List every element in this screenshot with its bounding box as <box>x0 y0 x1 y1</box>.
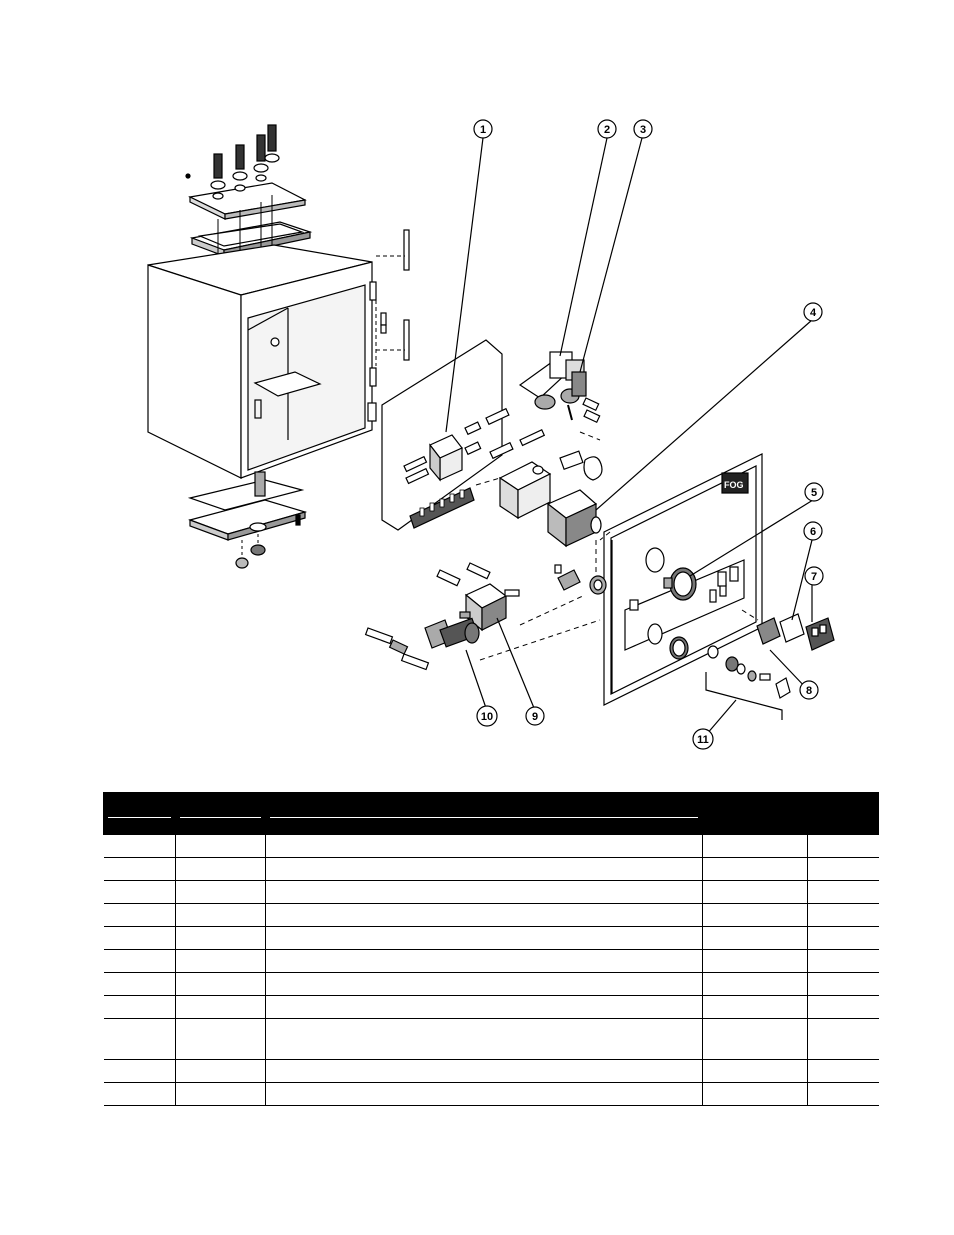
svg-text:6: 6 <box>809 526 817 538</box>
cell <box>176 973 266 996</box>
svg-text:10: 10 <box>480 711 494 723</box>
header-description <box>266 793 703 835</box>
callout-7 <box>805 567 823 585</box>
cell <box>808 881 879 904</box>
cell <box>104 1083 176 1106</box>
cell <box>266 835 703 858</box>
header-item <box>104 793 176 835</box>
callout-5 <box>805 483 823 501</box>
pressure-regulator <box>366 618 479 669</box>
cell <box>808 1019 879 1060</box>
cell <box>703 881 808 904</box>
svg-text:1: 1 <box>479 124 487 136</box>
cell <box>808 1060 879 1083</box>
cell <box>104 1060 176 1083</box>
cell <box>703 973 808 996</box>
cell <box>808 950 879 973</box>
cell <box>703 858 808 881</box>
svg-text:3: 3 <box>639 124 647 136</box>
table-row <box>104 858 879 881</box>
cell <box>266 950 703 973</box>
subheader-2 <box>808 816 879 835</box>
cell <box>703 904 808 927</box>
cell <box>176 835 266 858</box>
rocker-switches <box>757 614 834 698</box>
callout-9 <box>526 707 544 725</box>
callout-2 <box>598 120 616 138</box>
cell <box>104 835 176 858</box>
callout-1 <box>474 120 492 138</box>
cell <box>266 973 703 996</box>
bracket-hardware <box>555 565 606 594</box>
cell <box>703 950 808 973</box>
cell <box>703 835 808 858</box>
table-row <box>104 835 879 858</box>
cell <box>104 881 176 904</box>
table-row <box>104 1083 879 1106</box>
cell <box>176 950 266 973</box>
enclosure-box <box>148 245 372 478</box>
header-quantity-group <box>703 793 879 816</box>
cell <box>176 1019 266 1060</box>
cell <box>808 858 879 881</box>
table-row <box>104 996 879 1019</box>
indicator-light <box>708 646 770 681</box>
cell <box>703 1060 808 1083</box>
relay-and-timer <box>500 451 602 546</box>
cell <box>266 996 703 1019</box>
cell <box>104 1019 176 1060</box>
cell <box>703 996 808 1019</box>
cell <box>808 973 879 996</box>
cell <box>266 1019 703 1060</box>
cell <box>808 927 879 950</box>
callout-11 <box>693 729 713 749</box>
cell <box>266 927 703 950</box>
callout-6 <box>804 522 822 540</box>
bottom-gland-plate <box>190 472 305 568</box>
cell <box>808 1083 879 1106</box>
svg-text:11: 11 <box>697 734 709 746</box>
cell <box>703 1083 808 1106</box>
cell <box>266 1060 703 1083</box>
cell <box>176 881 266 904</box>
svg-text:7: 7 <box>810 571 818 583</box>
cell <box>703 927 808 950</box>
solenoid-valve-assembly <box>520 352 600 422</box>
cell <box>176 927 266 950</box>
cell <box>703 1019 808 1060</box>
cell <box>176 996 266 1019</box>
cell <box>104 858 176 881</box>
table-row <box>104 904 879 927</box>
cell <box>104 950 176 973</box>
table-row <box>104 881 879 904</box>
callout-8 <box>800 681 818 699</box>
callout-4 <box>804 303 822 321</box>
cell <box>266 1083 703 1106</box>
table-row <box>104 1019 879 1060</box>
table-row <box>104 927 879 950</box>
table-row <box>104 1060 879 1083</box>
svg-text:2: 2 <box>603 124 611 136</box>
svg-text:8: 8 <box>805 685 813 697</box>
cell <box>808 996 879 1019</box>
table-row <box>104 973 879 996</box>
svg-text:9: 9 <box>531 711 539 723</box>
cell <box>104 904 176 927</box>
cell <box>176 858 266 881</box>
cell <box>266 881 703 904</box>
subheader-1 <box>703 816 808 835</box>
cell <box>176 904 266 927</box>
table-header-row <box>104 793 879 816</box>
cell <box>808 904 879 927</box>
cell <box>176 1083 266 1106</box>
table-row <box>104 950 879 973</box>
svg-text:4: 4 <box>809 307 817 319</box>
cell <box>176 1060 266 1083</box>
panel-logo: FOG <box>724 480 744 490</box>
cell <box>104 927 176 950</box>
cell <box>808 835 879 858</box>
parts-list-table <box>103 792 879 1106</box>
callout-3 <box>634 120 652 138</box>
cell <box>266 858 703 881</box>
header-part-number <box>176 793 266 835</box>
svg-text:5: 5 <box>810 487 818 499</box>
solenoid-valve <box>437 563 519 630</box>
cell <box>266 904 703 927</box>
cell <box>104 973 176 996</box>
callout-10 <box>477 706 497 726</box>
cell <box>104 996 176 1019</box>
